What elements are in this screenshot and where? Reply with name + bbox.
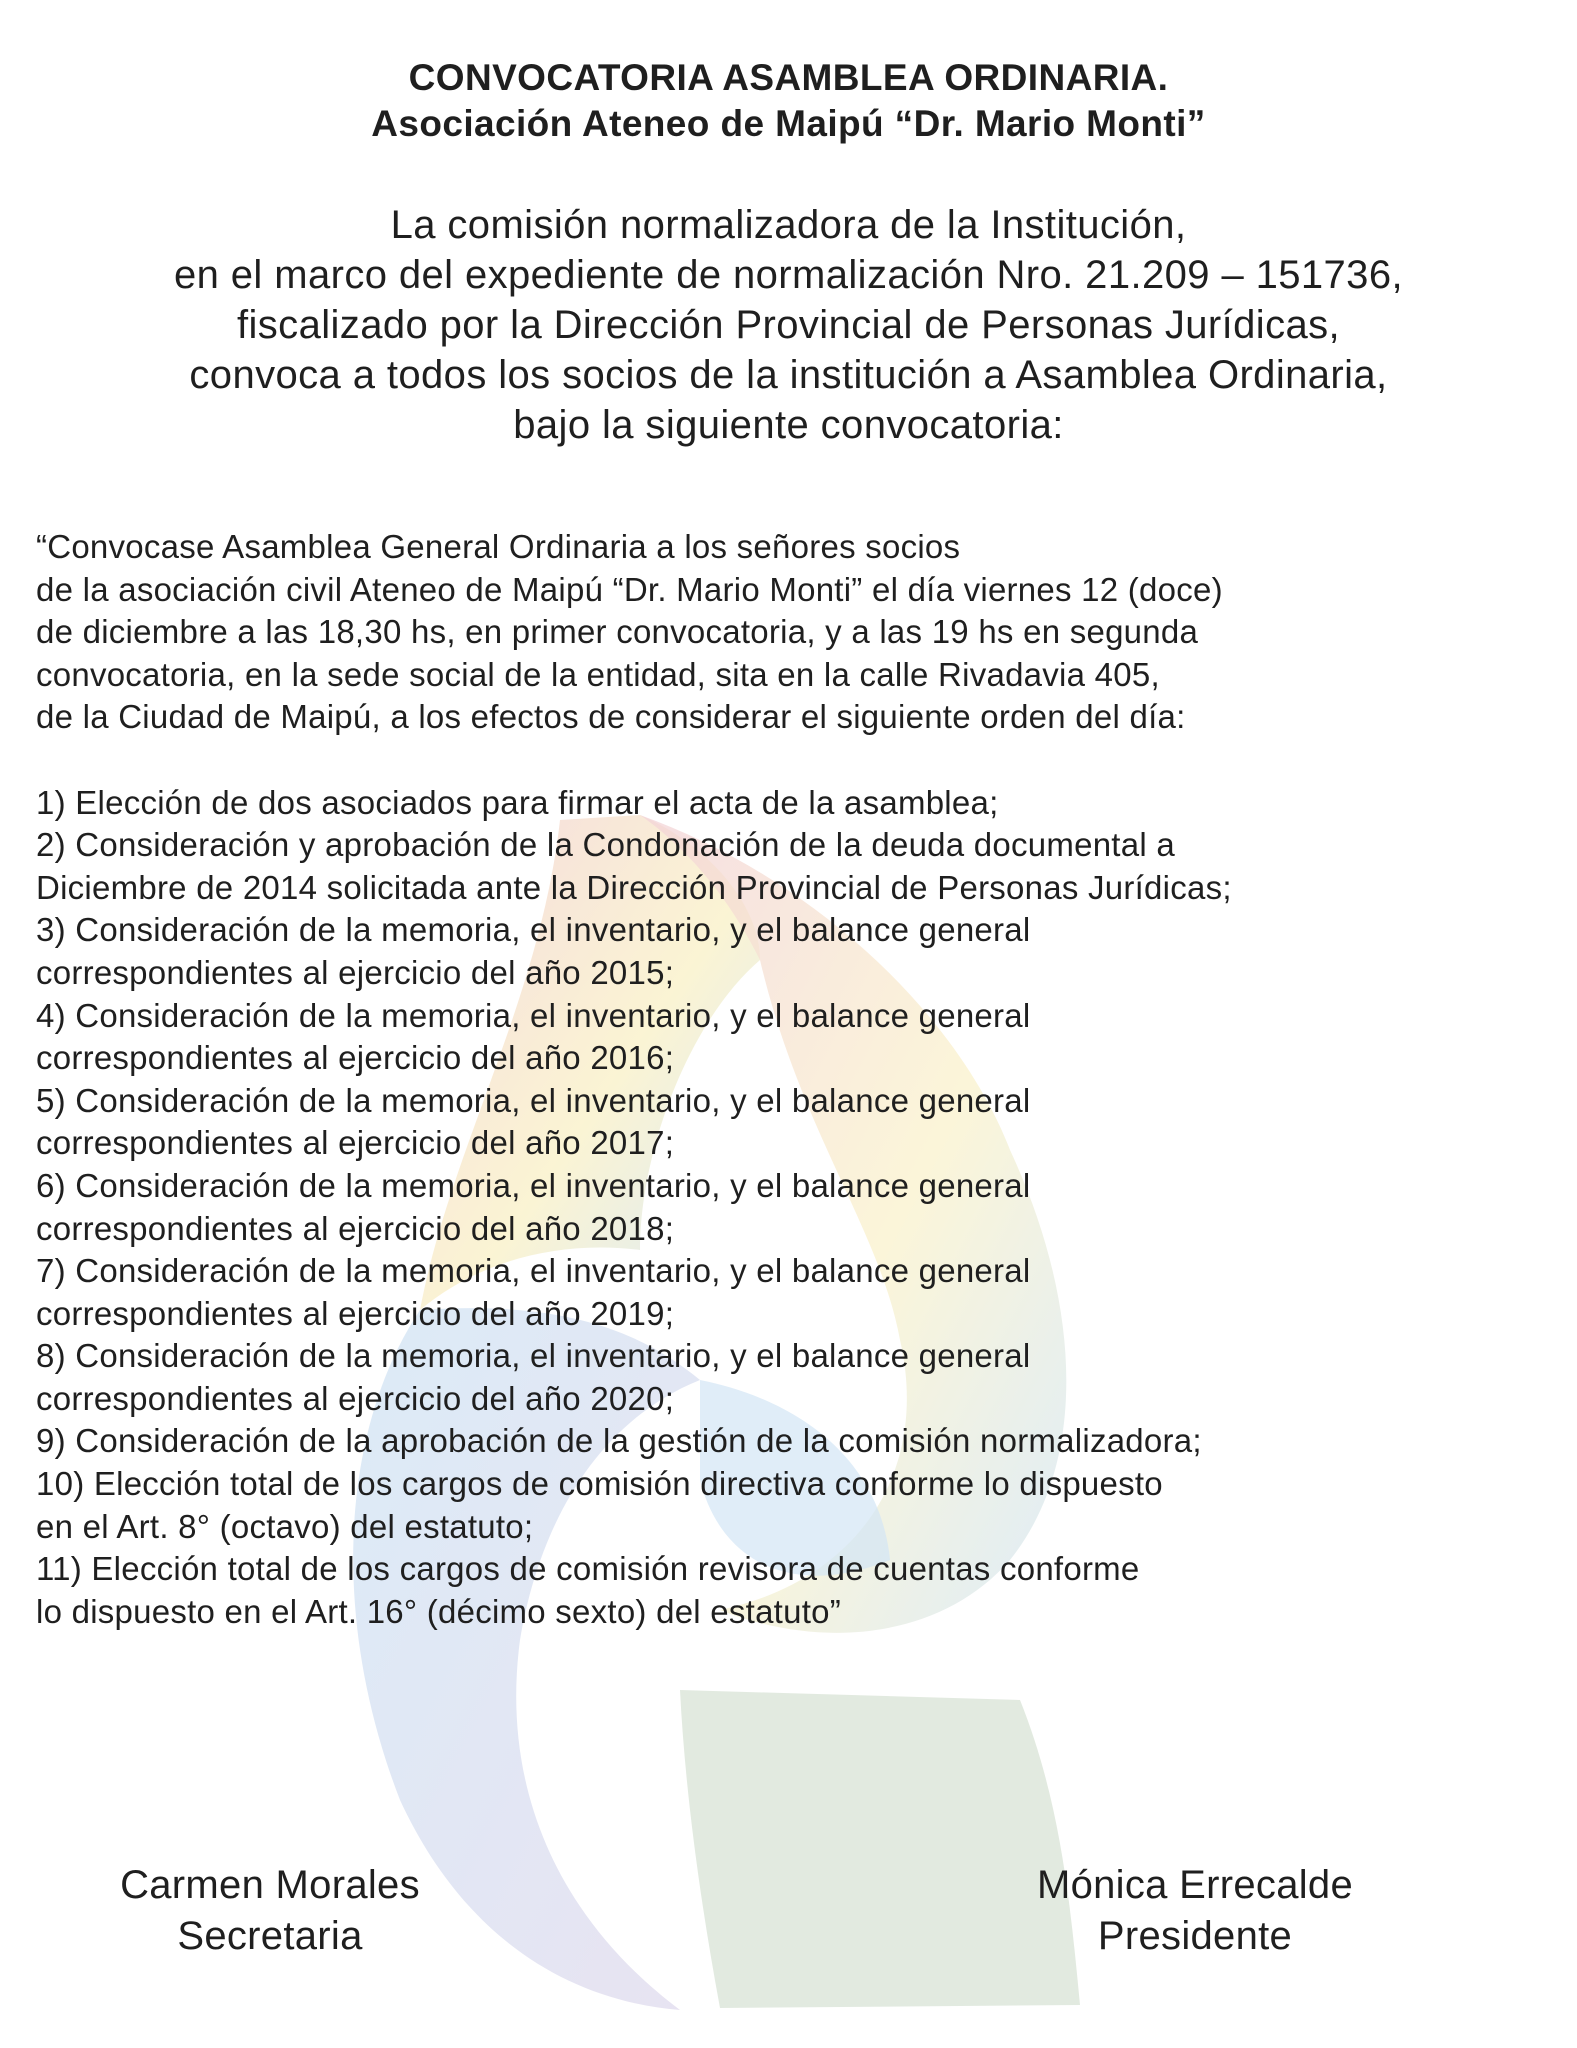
agenda-line: 7) Consideración de la memoria, el inventario, y el balance general <box>36 1252 1031 1290</box>
document-subtitle: Asociación Ateneo de Maipú “Dr. Mario Monti” <box>371 103 1206 144</box>
agenda-line: 2) Consideración y aprobación de la Condonación de la deuda documental a <box>36 826 1175 864</box>
convocation-line: “Convocase Asamblea General Ordinaria a los señores socios <box>36 528 961 565</box>
agenda-line: 11) Elección total de los cargos de comisión revisora de cuentas conforme <box>36 1550 1140 1588</box>
intro-line: bajo la siguiente convocatoria: <box>513 403 1064 447</box>
agenda-line: 10) Elección total de los cargos de comisión directiva conforme lo dispuesto <box>36 1465 1163 1503</box>
agenda-line: 6) Consideración de la memoria, el inventario, y el balance general <box>36 1166 1031 1204</box>
convocation-body <box>36 526 1556 1633</box>
convocation-line: de diciembre a las 18,30 hs, en primer convocatoria, y a las 19 hs en segunda <box>36 613 1199 651</box>
signatory-role: Secretaria <box>177 1914 363 1958</box>
agenda-line: correspondientes al ejercicio del año 2015; <box>36 953 675 991</box>
agenda-line: 1) Elección de dos asociados para firmar el acta de la asamblea; <box>36 783 999 821</box>
document-title: CONVOCATORIA ASAMBLEA ORDINARIA. <box>408 57 1169 98</box>
agenda-line: 9) Consideración de la aprobación de la gestión de la comisión normalizadora; <box>36 1422 1202 1460</box>
agenda-line: correspondientes al ejercicio del año 2019; <box>36 1294 675 1332</box>
intro-line: fiscalizado por la Dirección Provincial de Personas Jurídicas, <box>236 303 1341 347</box>
agenda-line: correspondientes al ejercicio del año 2017; <box>36 1124 675 1162</box>
agenda-line: lo dispuesto en el Art. 16° (décimo sexto) del estatuto” <box>36 1592 841 1630</box>
signatory-name: Mónica Errecalde <box>1036 1863 1354 1907</box>
agenda-line: 4) Consideración de la memoria, el inventario, y el balance general <box>36 996 1031 1034</box>
signature-secretary <box>60 1860 480 1962</box>
signature-president <box>960 1860 1430 1962</box>
convocation-line: convocatoria, en la sede social de la entidad, sita en la calle Rivadavia 405, <box>36 655 1160 693</box>
agenda-line: correspondientes al ejercicio del año 2016; <box>36 1039 675 1077</box>
intro-line: convoca a todos los socios de la institución a Asamblea Ordinaria, <box>189 353 1388 397</box>
agenda-line: 5) Consideración de la memoria, el inventario, y el balance general <box>36 1081 1031 1119</box>
agenda-line: correspondientes al ejercicio del año 2018; <box>36 1209 675 1247</box>
intro-paragraph <box>0 200 1577 450</box>
agenda-line: 8) Consideración de la memoria, el inventario, y el balance general <box>36 1337 1031 1375</box>
intro-line: en el marco del expediente de normalización Nro. 21.209 – 151736, <box>173 253 1403 297</box>
convocation-line: de la Ciudad de Maipú, a los efectos de considerar el siguiente orden del día: <box>36 698 1186 736</box>
signatory-name: Carmen Morales <box>120 1863 420 1907</box>
agenda-line: 3) Consideración de la memoria, el inventario, y el balance general <box>36 911 1031 949</box>
agenda-line: Diciembre de 2014 solicitada ante la Dirección Provincial de Personas Jurídicas; <box>36 868 1232 906</box>
convocation-line: de la asociación civil Ateneo de Maipú “Dr. Mario Monti” el día viernes 12 (doce) <box>36 570 1223 608</box>
intro-line: La comisión normalizadora de la Institución, <box>390 203 1187 247</box>
signatory-role: Presidente <box>1097 1914 1293 1958</box>
agenda-line: en el Art. 8° (octavo) del estatuto; <box>36 1507 534 1545</box>
agenda-line: correspondientes al ejercicio del año 2020; <box>36 1379 675 1417</box>
paragraph-spacer <box>36 739 1556 782</box>
